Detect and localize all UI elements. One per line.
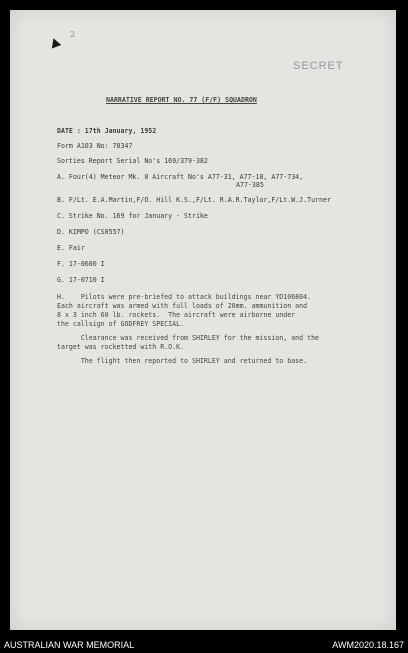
- date-line: DATE : 17th January, 1952: [57, 127, 157, 135]
- item-a-continued: A77-385: [236, 181, 264, 189]
- item-d: D. KIMPO (CS0557): [57, 228, 125, 236]
- paragraph-clearance: Clearance was received from SHIRLEY for the mission, and the target was rocketted with R.O.K.: [57, 334, 320, 351]
- secret-stamp: SECRET: [293, 60, 344, 72]
- footer-institution: AUSTRALIAN WAR MEMORIAL: [4, 640, 135, 650]
- serial-line: Sorties Report Serial No's 169/379-382: [57, 157, 208, 165]
- report-title: NARRATIVE REPORT NO. 77 (F/F) SQUADRON: [106, 96, 257, 104]
- footer-accession-number: AWM2020.18.167: [332, 640, 404, 650]
- item-b: B. F/Lt. E.A.Martin,F/O. Hill K.S.,F/Lt. R.A.R.Taylor,F/Lt.W.J.Turner: [57, 196, 331, 204]
- item-a: A. Four(4) Meteor Mk. 8 Aircraft No's A77-31, A77-18, A77-734,: [57, 173, 304, 181]
- item-e: E. Fair: [57, 244, 85, 252]
- paragraph-return: The flight then reported to SHIRLEY and returned to base.: [57, 357, 308, 365]
- typed-report: [10, 10, 396, 630]
- item-f: F. 17-0600 I: [57, 260, 105, 268]
- archive-footer: [0, 638, 408, 653]
- paragraph-h: H. Pilots were pre-briefed to attack buildings near YD106804. Each aircraft was armed with full loads of 20mm. ammunition and 8 x 3 inch 60 lb. rockets. The aircraft were airborne under the callsign of GODFREY SPECIAL.: [57, 293, 312, 328]
- document-page: [10, 10, 396, 630]
- form-line: Form A103 No: 78347: [57, 142, 133, 150]
- pencil-mark: 2: [70, 30, 76, 39]
- item-g: G. 17-0710 I: [57, 276, 105, 284]
- item-c: C. Strike No. 169 for January - Strike: [57, 212, 208, 220]
